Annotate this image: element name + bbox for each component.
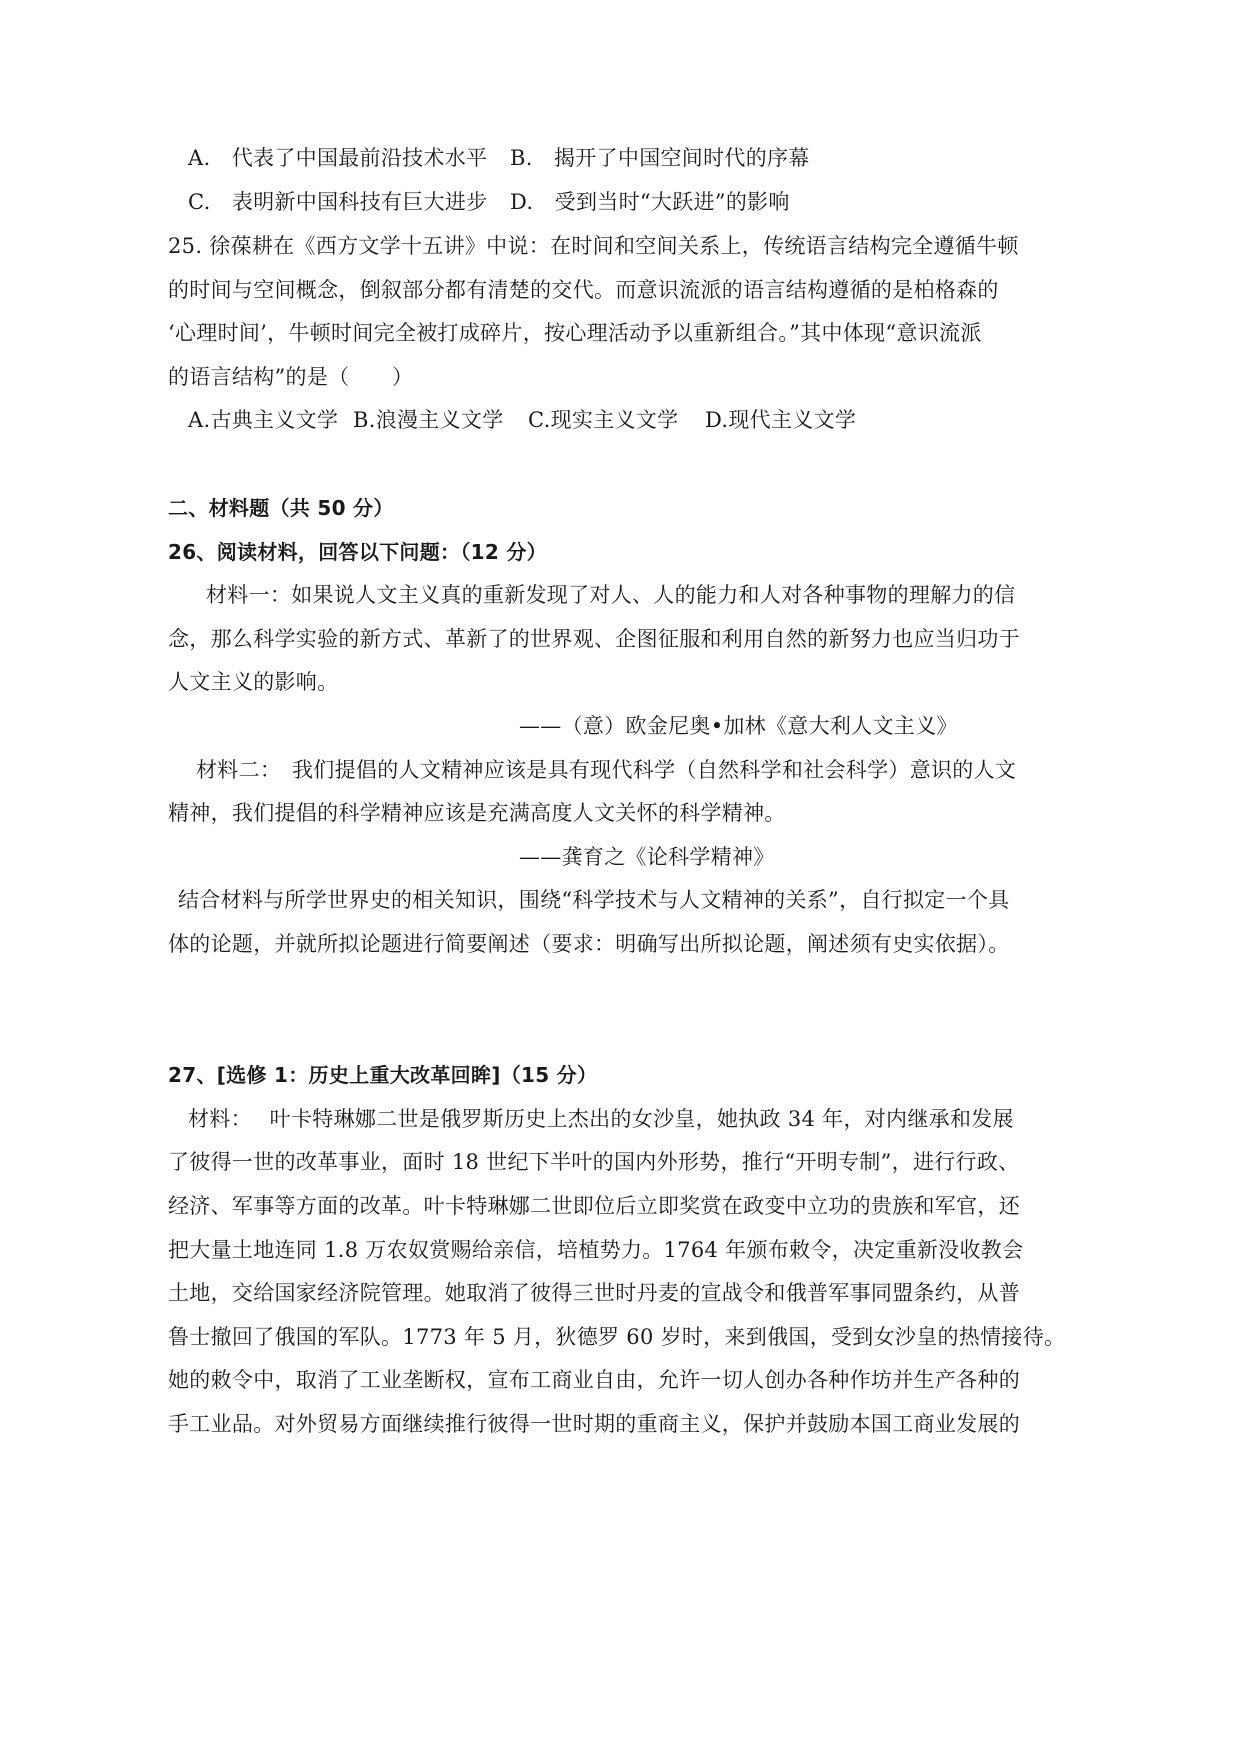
q26-material2-line-2: 精神，我们提倡的科学精神应该是充满高度人文关怀的科学精神。 bbox=[168, 801, 786, 825]
q25-line-2: 的时间与空间概念，倒叙部分都有清楚的交代。而意识流派的语言结构遵循的是柏格森的 bbox=[168, 278, 999, 302]
q26-material1-line-3: 人文主义的影响。 bbox=[168, 670, 339, 694]
q25-option-c: C.现实主义文学 bbox=[528, 408, 679, 432]
q27-line-6: 鲁士撤回了俄国的军队。1773 年 5 月，狄德罗 60 岁时，来到俄国，受到女沙皇的热情接待。 bbox=[168, 1325, 1066, 1349]
q26-material1-line-2: 念，那么科学实验的新方式、革新了的世界观、企图征服和利用自然的新努力也应当归功于 bbox=[168, 627, 1020, 651]
q27-line-8: 手工业品。对外贸易方面继续推行彼得一世时期的重商主义，保护并鼓励本国工商业发展的 bbox=[168, 1412, 1020, 1436]
q25-option-d: D.现代主义文学 bbox=[705, 408, 857, 432]
q27-line-4: 把大量土地连同 1.8 万农奴赏赐给亲信，培植势力。1764 年颁布敕令，决定重新没收教会 bbox=[168, 1238, 1024, 1262]
q26-material1-source: ——（意）欧金尼奥•加林《意大利人文主义》 bbox=[519, 714, 958, 738]
q26-task-line-2: 体的论题，并就所拟论题进行简要阐述（要求：明确写出所拟论题，阐述须有史实依据）。 bbox=[168, 932, 1010, 956]
q24-option-d: D. 受到当时“大跃进”的影响 bbox=[510, 190, 790, 214]
q25-line-4: 的语言结构”的是（ ） bbox=[168, 365, 414, 389]
q26-material1-line-1: 材料一：如果说人文主义真的重新发现了对人、人的能力和人对各种事物的理解力的信 bbox=[206, 583, 1016, 607]
q26-material2-source: ——龚育之《论科学精神》 bbox=[519, 845, 775, 869]
q27-heading: 27、[选修 1：历史上重大改革回眸]（15 分） bbox=[168, 1063, 598, 1087]
q24-option-a: A. 代表了中国最前沿技术水平 bbox=[188, 146, 488, 170]
q26-heading: 26、阅读材料，回答以下问题：（12 分） bbox=[168, 540, 547, 564]
q26-task-line-1: 结合材料与所学世界史的相关知识，围绕“科学技术与人文精神的关系”，自行拟定一个具 bbox=[178, 888, 1010, 912]
q25-option-b: B.浪漫主义文学 bbox=[353, 408, 504, 432]
q24-option-c: C. 表明新中国科技有巨大进步 bbox=[188, 190, 488, 214]
q27-line-2: 了彼得一世的改革事业，面时 18 世纪下半叶的国内外形势，推行“开明专制”，进行行政、 bbox=[168, 1150, 1020, 1174]
q27-line-5: 土地，交给国家经济院管理。她取消了彼得三世时丹麦的宣战令和俄普军事同盟条约，从普 bbox=[168, 1281, 1020, 1305]
q27-line-3: 经济、军事等方面的改革。叶卡特琳娜二世即位后立即奖赏在政变中立功的贵族和军官，还 bbox=[168, 1194, 1020, 1218]
q25-line-3: ‘心理时间’，牛顿时间完全被打成碎片，按心理活动予以重新组合。”其中体现“意识流派 bbox=[168, 321, 982, 345]
q24-option-b: B. 揭开了中国空间时代的序幕 bbox=[510, 146, 810, 170]
q27-line-7: 她的敕令中，取消了工业垄断权，宣布工商业自由，允许一切人创办各种作坊并生产各种的 bbox=[168, 1368, 1020, 1392]
q26-material2-line-1: 材料二： 我们提倡的人文精神应该是具有现代科学（自然科学和社会科学）意识的人文 bbox=[196, 758, 1017, 782]
q25-line-1: 25. 徐葆耕在《西方文学十五讲》中说：在时间和空间关系上，传统语言结构完全遵循牛顿 bbox=[168, 234, 1019, 258]
section2-heading: 二、材料题（共 50 分） bbox=[168, 496, 394, 520]
q25-option-a: A.古典主义文学 bbox=[188, 408, 339, 432]
q27-line-1: 材料： 叶卡特琳娜二世是俄罗斯历史上杰出的女沙皇，她执政 34 年，对内继承和发展 bbox=[188, 1107, 1014, 1131]
